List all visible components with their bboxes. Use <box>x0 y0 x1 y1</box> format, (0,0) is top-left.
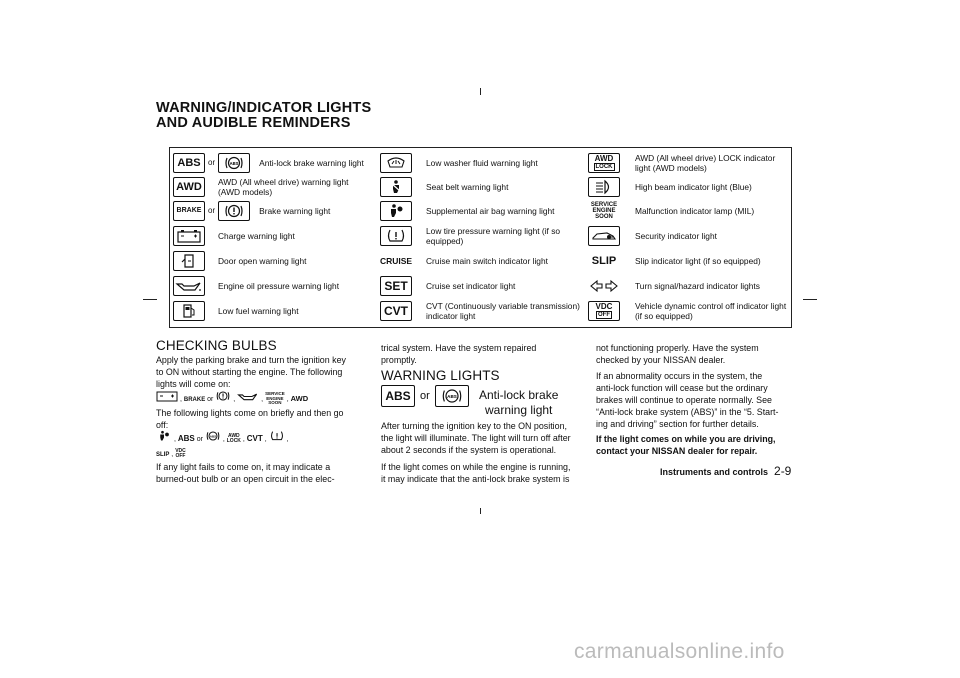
footer-section: Instruments and controls <box>660 467 769 477</box>
oil-can-icon <box>173 276 205 296</box>
heading-line-1: WARNING/INDICATOR LIGHTS <box>156 100 372 116</box>
page-footer <box>660 464 791 478</box>
page-heading <box>156 101 371 131</box>
table-row <box>173 175 348 199</box>
or-label: or <box>208 158 216 167</box>
awd-text-icon: AWD <box>290 393 309 403</box>
vdc-off-icon: VDC OFF <box>588 301 620 321</box>
or-label: or <box>420 390 430 402</box>
right-paragraph-1: not functioning properly. Have the system checked by your NISSAN dealer. <box>596 343 759 365</box>
abs-warning-heading <box>381 385 469 407</box>
table-row <box>173 199 330 223</box>
row-label: Charge warning light <box>218 231 295 241</box>
row-label: Low washer fluid warning light <box>426 158 538 168</box>
crop-mark-bottom <box>480 508 481 514</box>
brake-circle-icon <box>215 390 231 408</box>
table-row <box>380 199 555 223</box>
row-label: Slip indicator light (if so equipped) <box>635 256 761 266</box>
table-row <box>173 249 306 273</box>
turn-signal-icon <box>588 276 620 296</box>
abs-icon: ABS <box>173 153 205 173</box>
cvt-icon: CVT <box>380 301 412 321</box>
table-row <box>588 249 761 273</box>
indicator-table <box>169 147 792 328</box>
checking-bulbs-title: CHECKING BULBS <box>156 338 277 353</box>
row-label: Seat belt warning light <box>426 182 509 192</box>
row-label: Turn signal/hazard indicator lights <box>635 281 760 291</box>
vdc-off-icon: VDC OFF <box>175 448 186 460</box>
heading-line-2: AND AUDIBLE REMINDERS <box>156 115 351 131</box>
warning-lights-title: WARNING LIGHTS <box>381 368 500 383</box>
right-paragraph-3: If the light comes on while you are driving, contact your NISSAN dealer for repair. <box>596 434 776 456</box>
cvt-text-icon: CVT <box>246 433 263 443</box>
checking-paragraph-2: The following lights come on briefly and then go off: <box>156 408 344 430</box>
row-label: Malfunction indicator lamp (MIL) <box>635 206 755 216</box>
table-row <box>588 224 717 248</box>
security-car-icon <box>588 226 620 246</box>
cruise-icon: CRUISE <box>379 256 413 266</box>
door-icon <box>173 251 205 271</box>
abs-warning-label: Anti-lock brake warning light <box>479 388 559 417</box>
page-number: 2-9 <box>774 464 792 478</box>
watermark: carmanualsonline.info <box>574 640 785 663</box>
svg-text:ABS: ABS <box>446 393 457 399</box>
middle-paragraph-0: trical system. Have the system repaired promptly. <box>381 343 537 365</box>
table-row <box>380 224 560 248</box>
abs-circle-icon <box>435 385 469 407</box>
abs-circle-icon <box>205 430 221 448</box>
slip-text-icon: SLIP <box>156 452 170 458</box>
table-row <box>588 175 752 199</box>
oil-can-icon <box>237 391 259 408</box>
awd-lock-icon: AWD LOCK <box>226 433 241 444</box>
row-label: Anti-lock brake warning light <box>259 158 364 168</box>
table-row <box>588 199 754 223</box>
washer-icon <box>380 153 412 173</box>
crop-mark-top <box>480 88 481 95</box>
right-paragraph-2: If an abnormality occurs in the system, the anti-lock function will cease but the ordinary brakes will continue to operate normally. See “Anti-lock brake system (ABS)” in the “5. Start- ing and driving” section for further details. <box>596 371 779 429</box>
middle-paragraph-2: If the light comes on while the engine is running, it may indicate that the anti-lock brake system is <box>381 462 571 484</box>
row-label: Cruise main switch indicator light <box>426 256 548 266</box>
svg-text:ABS: ABS <box>209 434 217 439</box>
abs-circle-icon <box>218 153 250 173</box>
service-engine-soon-icon: SERVICE ENGINE SOON <box>590 202 618 220</box>
checking-icons-line-1: , BRAKE or , , SERVICE ENGINE SOON , AWD <box>156 390 366 408</box>
row-label: Supplemental air bag warning light <box>426 206 555 216</box>
high-beam-icon <box>588 177 620 197</box>
table-row <box>173 224 295 248</box>
row-label: Security indicator light <box>635 231 717 241</box>
abs-icon: ABS <box>381 385 415 407</box>
row-label: Low fuel warning light <box>218 306 299 316</box>
table-row <box>380 175 508 199</box>
svg-text:ABS: ABS <box>229 160 239 166</box>
crop-mark-right <box>803 299 817 300</box>
table-row <box>173 151 364 175</box>
table-row <box>380 151 538 175</box>
seat-belt-icon <box>380 177 412 197</box>
row-label: AWD (All wheel drive) warning light (AWD models) <box>218 177 349 197</box>
set-icon: SET <box>380 276 412 296</box>
table-row <box>380 249 548 273</box>
service-engine-soon-icon: SERVICE ENGINE SOON <box>265 391 285 406</box>
checking-icons-line-2: , ABS or ABS , AWD LOCK , CVT , , SLIP , VDC OFF <box>156 430 368 462</box>
checking-paragraph-3: If any light fails to come on, it may indicate a burned-out bulb or an open circuit in the elec- <box>156 462 335 484</box>
row-label: CVT (Continuously variable transmission) indicator light <box>426 301 580 321</box>
row-label: High beam indicator light (Blue) <box>635 182 752 192</box>
row-label: Door open warning light <box>218 256 307 266</box>
checking-paragraph-1: Apply the parking brake and turn the ignition key to ON without starting the engine. The following lights will come on: <box>156 355 346 389</box>
row-label: Brake warning light <box>259 206 331 216</box>
airbag-icon <box>156 430 172 448</box>
middle-paragraph-1: After turning the ignition key to the ON position, the light will illuminate. The light will turn off after about 2 seconds if the system is operational. <box>381 421 571 455</box>
awd-lock-icon: AWD LOCK <box>588 153 620 173</box>
row-label: Cruise set indicator light <box>426 281 516 291</box>
row-label: Vehicle dynamic control off indicator light (if so equipped) <box>635 301 787 321</box>
battery-icon <box>156 390 178 408</box>
table-row <box>173 274 339 298</box>
table-row <box>588 299 786 323</box>
row-label: Engine oil pressure warning light <box>218 281 340 291</box>
or-label: or <box>208 206 216 215</box>
awd-icon: AWD <box>173 177 205 197</box>
row-label: Low tire pressure warning light (if so equipped) <box>426 226 561 246</box>
airbag-icon <box>380 201 412 221</box>
brake-icon: BRAKE <box>173 201 205 221</box>
abs-text-icon: ABS <box>177 433 195 443</box>
brake-circle-icon <box>218 201 250 221</box>
table-row <box>380 299 580 323</box>
crop-mark-left <box>143 299 157 300</box>
fuel-pump-icon <box>173 301 205 321</box>
brake-text-icon: BRAKE <box>183 396 206 403</box>
table-row <box>588 274 760 298</box>
battery-icon <box>173 226 205 246</box>
slip-icon: SLIP <box>591 255 617 267</box>
table-row <box>380 274 515 298</box>
table-row <box>588 151 775 175</box>
tire-pressure-icon <box>380 226 412 246</box>
tire-pressure-icon <box>269 430 285 448</box>
table-row <box>173 299 299 323</box>
row-label: AWD (All wheel drive) LOCK indicator light (AWD models) <box>635 153 776 173</box>
